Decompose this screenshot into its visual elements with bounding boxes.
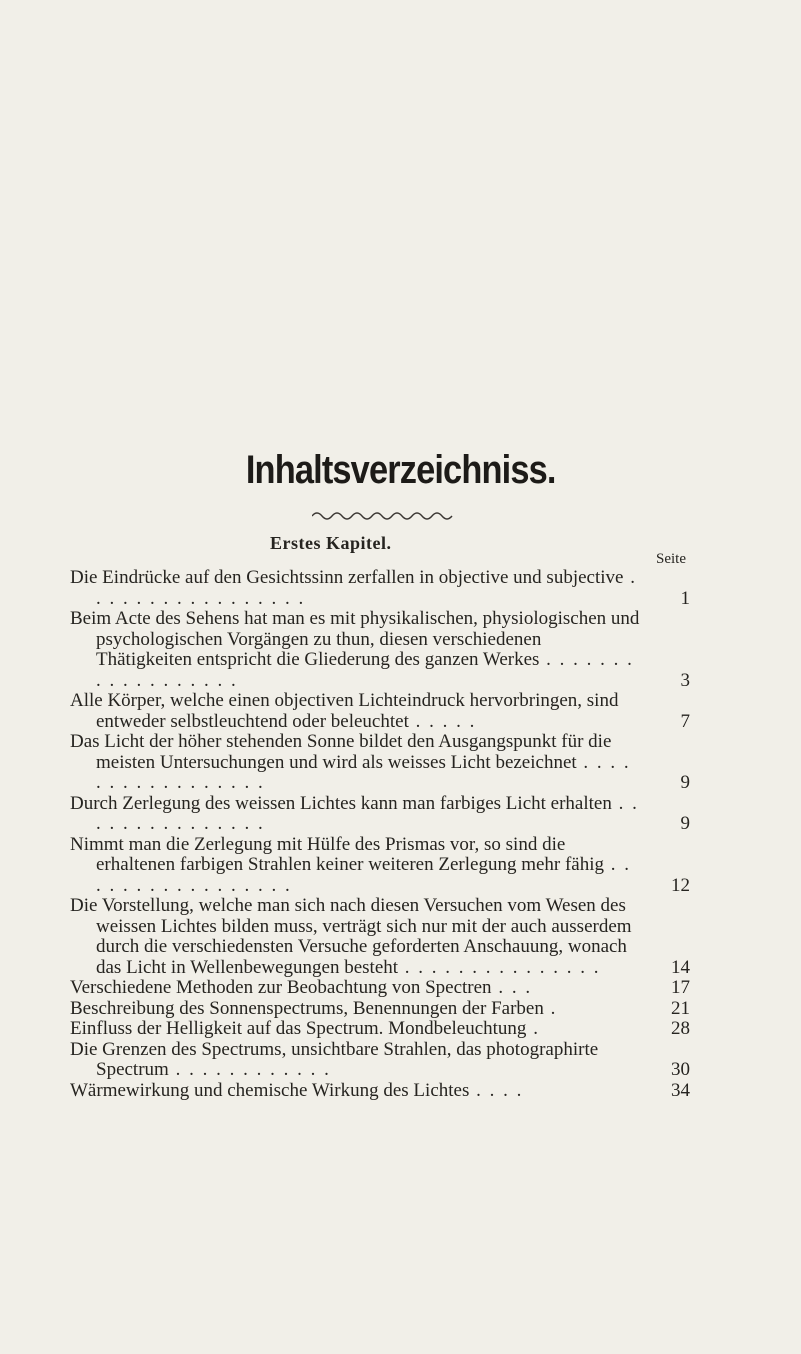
dot-leader: . (526, 1018, 540, 1039)
dot-leader: . . . . . . . . . . . . . . . . . . (96, 649, 634, 691)
toc-entry-text: Nimmt man die Zerlegung mit Hülfe des Prismas vor, so sind die erhaltenen farbigen Strahlen keiner weiteren Zerlegung mehr fähig (70, 833, 605, 875)
toc-entry-page: 21 (671, 997, 690, 1019)
dot-leader: . . . . (469, 1079, 524, 1101)
toc-entry-page: 9 (680, 813, 690, 834)
toc-entry-page: 1 (680, 587, 690, 609)
toc-entry-page: 28 (671, 1018, 690, 1039)
toc-entry (70, 1081, 690, 1102)
toc-entry-text: Durch Zerlegung des weissen Lichtes kann man farbiges Licht erhalten (70, 792, 612, 814)
toc-entry-text: Die Vorstellung, welche man sich nach diesen Versuchen vom Wesen des weissen Lichtes bilden muss, verträgt sich nur mit der auch ausserdem durch die verschiedensten Versuche geforderten Anschauung, wonach das Licht in Wellenbewegungen besteht (70, 895, 632, 978)
dot-leader: . (543, 997, 558, 1019)
toc-entry-page: 30 (671, 1059, 690, 1080)
toc-entry (70, 1040, 690, 1081)
toc-entry (70, 978, 690, 999)
toc-entry (70, 1019, 690, 1040)
toc-entry (70, 609, 690, 691)
toc-entry-text: Das Licht der höher stehenden Sonne bildet den Ausgangspunkt für die meisten Untersuchungen und wird als weisses Licht bezeichnet (70, 731, 612, 773)
dot-leader: . . . . . . . . . . . . . . . . . (96, 751, 631, 793)
dot-leader: . . . . . (408, 710, 477, 732)
chapter-heading: Erstes Kapitel. (270, 533, 392, 553)
toc-entry-text: Einfluss der Helligkeit auf das Spectrum. Mondbeleuchtung (70, 1018, 527, 1039)
toc-entry-text: Beschreibung des Sonnenspectrums, Benennungen der Farben (70, 997, 544, 1019)
toc-entry-text: Beim Acte des Sehens hat man es mit physikalischen, physiologischen und psychologischen Vorgängen zu thun, diesen verschiedenen Thätigkeiten entspricht die Gliederung des ganzen Werkes (70, 608, 640, 670)
toc-entry (70, 835, 690, 897)
toc-entry-text: Die Grenzen des Spectrums, unsichtbare Strahlen, das photographirte Spectrum (70, 1038, 599, 1080)
toc-entry-page: 12 (671, 874, 690, 896)
wavy-rule-ornament (312, 510, 462, 522)
dot-leader: . . . . . . . . . . . . . . . (96, 792, 639, 834)
toc-entry (70, 794, 690, 835)
dot-leader: . . . . . . . . . . . . . . . . . (96, 567, 637, 609)
dot-leader: . . . (491, 977, 533, 998)
page-title: Inhaltsverzeichniss. (245, 448, 556, 492)
toc-entry-page: 34 (671, 1079, 690, 1101)
dot-leader: . . . . . . . . . . . . . . . (398, 956, 601, 978)
table-of-contents (70, 568, 690, 1101)
toc-entry-text: Wärmewirkung und chemische Wirkung des Lichtes (70, 1079, 470, 1101)
toc-entry (70, 568, 690, 609)
toc-entry-page: 17 (671, 977, 690, 998)
toc-entry-page: 9 (680, 772, 690, 793)
toc-entry-page: 3 (680, 669, 690, 691)
page-column-label: Seite (656, 551, 686, 567)
toc-entry-page: 14 (671, 956, 690, 978)
toc-entry-text: Verschiedene Methoden zur Beobachtung von Spectren (70, 977, 492, 998)
toc-entry-text: Die Eindrücke auf den Gesichtssinn zerfallen in objective und subjective (70, 567, 624, 588)
toc-entry-text: Alle Körper, welche einen objectiven Lichteindruck hervorbringen, sind entweder selbstleuchtend oder beleuchtet (70, 690, 619, 732)
dot-leader: . . . . . . . . . . . . . . . . . (96, 854, 632, 896)
toc-entry (70, 691, 690, 732)
dot-leader: . . . . . . . . . . . . (168, 1059, 331, 1080)
toc-entry-page: 7 (680, 710, 690, 732)
toc-entry (70, 732, 690, 794)
toc-entry (70, 896, 690, 978)
toc-entry (70, 999, 690, 1020)
